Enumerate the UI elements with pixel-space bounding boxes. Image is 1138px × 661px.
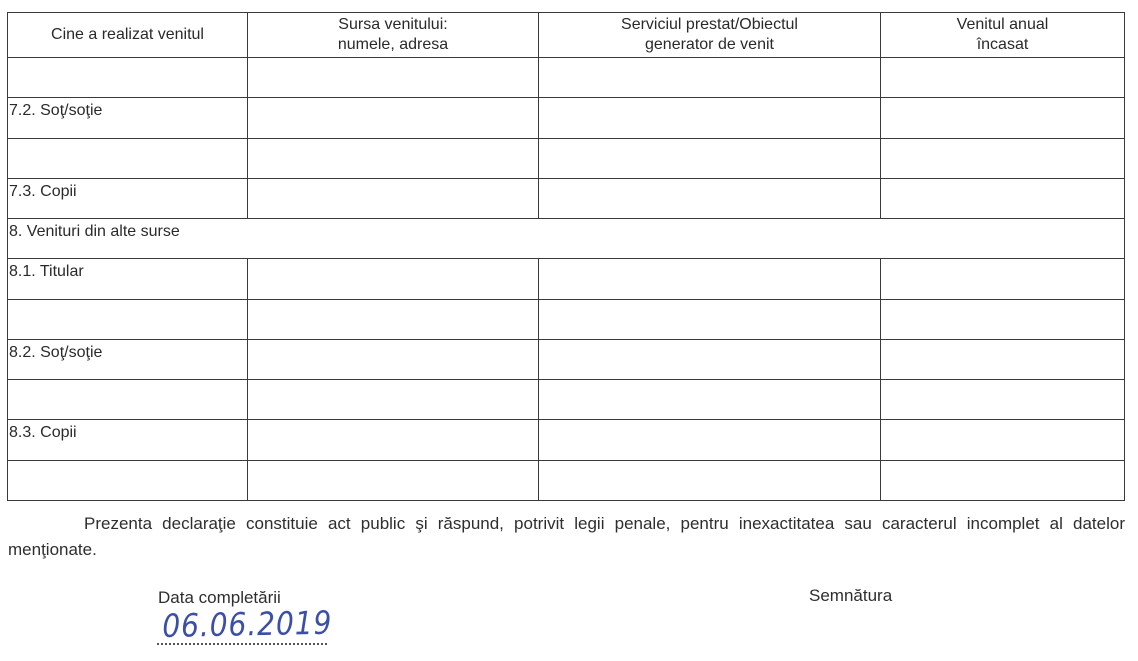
table-cell [539, 179, 881, 219]
table-cell [539, 139, 881, 179]
table-cell [881, 139, 1125, 179]
header-serviciul-line-1: Serviciul prestat/Obiectul [621, 16, 798, 33]
header-venitul-line-1: Venitul anual [956, 16, 1049, 33]
declaration-statement: Prezenta declaraţie constituie act public şi răspund, potrivit legii penale, pentru inexactitatea sau caracterul incomplet al datelor menţionate. [8, 514, 1125, 559]
income-table [7, 12, 1125, 501]
header-sursa-line-1: Sursa venitului: [338, 16, 448, 33]
row-label [8, 300, 248, 340]
table-cell [881, 58, 1125, 98]
table-cell [248, 139, 539, 179]
table-row [8, 420, 1125, 461]
header-cine [8, 13, 248, 58]
table-cell [881, 98, 1125, 139]
row-label: 8.2. Soţ/soţie [8, 340, 248, 380]
table-cell [881, 420, 1125, 461]
header-sursa-line-2: numele, adresa [337, 36, 449, 53]
table-row [8, 300, 1125, 340]
header-venitul [881, 13, 1125, 58]
table-row [8, 98, 1125, 139]
row-label [8, 461, 248, 501]
table-cell [248, 98, 539, 139]
table-cell [881, 380, 1125, 420]
table-row [8, 259, 1125, 300]
header-cine-line-1: Cine a realizat venitul [51, 26, 204, 43]
header-serviciul-line-2: generator de venit [645, 36, 774, 53]
section-label: 8. Venituri din alte surse [8, 219, 1125, 259]
table-row [8, 380, 1125, 420]
table-cell [248, 58, 539, 98]
table-cell [539, 340, 881, 380]
date-label: Data completării [158, 588, 281, 607]
header-serviciul [539, 13, 881, 58]
table-cell [539, 380, 881, 420]
table-row [8, 340, 1125, 380]
table-cell [248, 340, 539, 380]
table-cell [881, 300, 1125, 340]
row-label: 8.1. Titular [8, 259, 248, 300]
header-row [8, 13, 1125, 58]
table-cell [539, 98, 881, 139]
table-cell [881, 259, 1125, 300]
table-cell [539, 300, 881, 340]
row-label [8, 380, 248, 420]
table-cell [539, 461, 881, 501]
table-cell [881, 179, 1125, 219]
row-label: 8.3. Copii [8, 420, 248, 461]
table-cell [539, 420, 881, 461]
row-label [8, 139, 248, 179]
table-cell [248, 179, 539, 219]
table-cell [248, 420, 539, 461]
table-cell [248, 300, 539, 340]
table-cell [881, 340, 1125, 380]
row-label: 7.3. Copii [8, 179, 248, 219]
table-cell [539, 259, 881, 300]
date-dotted-line [157, 643, 327, 645]
table-row [8, 461, 1125, 501]
table-cell [248, 380, 539, 420]
handwritten-date: 06.06.2019 [162, 603, 333, 645]
table-row [8, 179, 1125, 219]
table-cell [248, 259, 539, 300]
header-sursa [248, 13, 539, 58]
row-label [8, 58, 248, 98]
table-cell [881, 461, 1125, 501]
row-label: 7.2. Soţ/soţie [8, 98, 248, 139]
table-row [8, 58, 1125, 98]
header-venitul-line-2: încasat [976, 36, 1029, 53]
section-row [8, 219, 1125, 259]
table-cell [539, 58, 881, 98]
signature-label: Semnătura [809, 586, 893, 605]
table-row [8, 139, 1125, 179]
table-cell [248, 461, 539, 501]
